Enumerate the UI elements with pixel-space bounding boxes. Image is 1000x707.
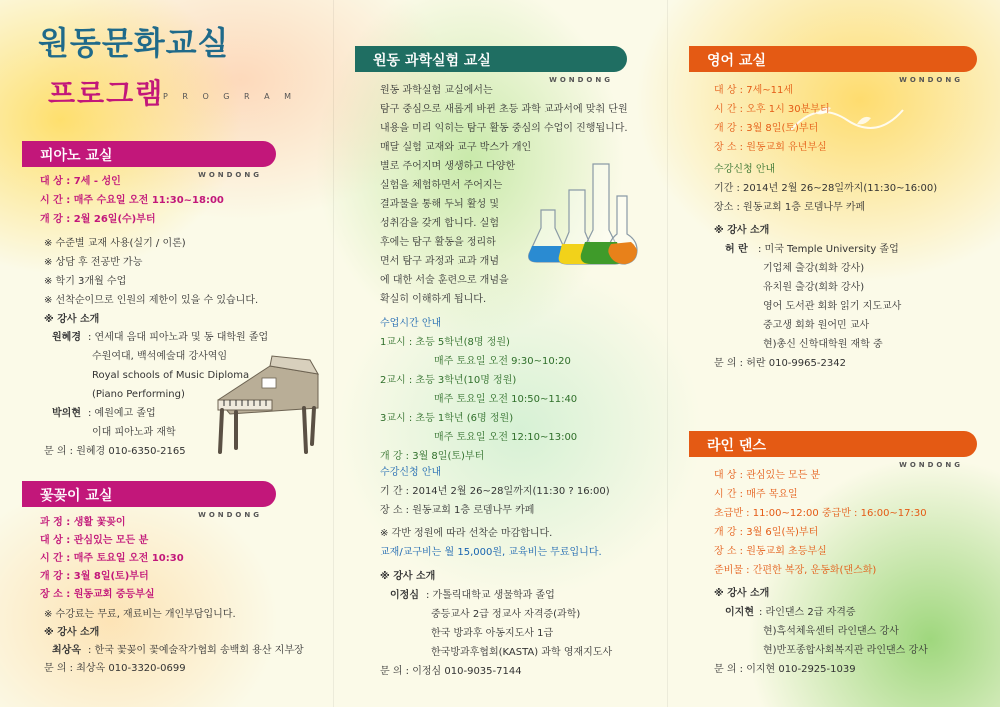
science-section-header — [355, 46, 627, 84]
line-dance-detail: 개 강 : 3월 6일(목)부터 — [714, 527, 819, 538]
science-intro-line: 결과물을 통해 두뇌 활성 및 — [380, 199, 499, 210]
piano-detail: 개 강 : 2월 26일(수)부터 — [40, 214, 156, 225]
science-intro-line: 내용을 미리 익히는 탐구 활동 중심의 수업이 진행됩니다. — [380, 123, 628, 134]
flower-contact: 문 의 : 최상옥 010-3320-0699 — [44, 663, 186, 674]
piano-icon — [210, 352, 325, 457]
science-note: 교재/교구비는 월 15,000원, 교육비는 무료입니다. — [380, 547, 602, 558]
english-detail: 개 강 : 3월 8일(토)부터 — [714, 123, 819, 134]
line-dance-instructor-title: ※ 강사 소개 — [714, 588, 770, 599]
line-dance-contact: 문 의 : 이지현 010-2925-1039 — [714, 664, 856, 675]
science-intro-line: 탐구 중심으로 새롭게 바뀐 초등 과학 교과서에 맞춰 단원 — [380, 104, 628, 115]
science-instructor-line: 한국방과후협회(KASTA) 과학 영재지도사 — [431, 647, 613, 658]
brand-label: WONDONG — [198, 511, 262, 519]
science-schedule-line: 매주 토요일 오전 9:30~10:20 — [434, 356, 571, 367]
brochure-title: 원동문화교실 — [38, 24, 230, 62]
science-contact: 문 의 : 이정심 010-9035-7144 — [380, 666, 522, 677]
science-intro-line: 별로 주어지며 생생하고 다양한 — [380, 161, 516, 172]
piano-instructor-line: 이대 피아노과 재학 — [92, 427, 176, 438]
flower-section-header — [22, 481, 276, 519]
english-instructor-line: 중고생 회화 원어민 교사 — [763, 320, 870, 331]
piano-instructor-name: 박의현 — [52, 408, 81, 419]
flower-detail: 개 강 : 3월 8일(토)부터 — [40, 571, 149, 582]
flower-detail: 장 소 : 원동교회 중등부실 — [40, 589, 155, 600]
science-reg-line: 기 간 : 2014년 2월 26~28일까지(11:30 ? 16:00) — [380, 486, 610, 497]
flower-instructor-line: : 한국 꽃꽂이 꽃예술작가협회 송백회 용산 지부장 — [88, 645, 304, 656]
piano-detail: 시 간 : 매주 수요일 오전 11:30~18:00 — [40, 195, 224, 206]
english-instructor-title: ※ 강사 소개 — [714, 225, 770, 236]
science-schedule-line: 2교시 : 초등 3학년(10명 정원) — [380, 375, 517, 386]
english-detail: 장 소 : 원동교회 유년부실 — [714, 142, 827, 153]
brand-label: WONDONG — [549, 76, 613, 84]
flower-detail: 과 정 : 생활 꽃꽂이 — [40, 517, 126, 528]
line-dance-heading: 라인 댄스 — [707, 438, 766, 454]
piano-note: ※ 수준별 교재 사용(실기 / 이론) — [44, 238, 186, 249]
english-instructor-name: 허 란 — [725, 244, 748, 255]
science-instructor-line: 한국 방과후 아동지도사 1급 — [431, 628, 554, 639]
piano-instructor-name: 원혜경 — [52, 332, 81, 343]
science-heading: 원동 과학실험 교실 — [373, 53, 491, 69]
english-contact: 문 의 : 허란 010-9965-2342 — [714, 358, 846, 369]
piano-section-header — [22, 141, 276, 179]
science-reg-title: 수강신청 안내 — [380, 467, 442, 478]
science-schedule-line: 매주 토요일 오전 10:50~11:40 — [434, 394, 578, 405]
flower-instructor-title: ※ 강사 소개 — [44, 627, 100, 638]
piano-instructor-line: : 예원예고 졸업 — [88, 408, 156, 419]
piano-instructor-line: : 연세대 음대 피아노과 및 동 대학원 졸업 — [88, 332, 269, 343]
science-intro-line: 확실히 이해하게 됩니다. — [380, 294, 487, 305]
line-dance-detail: 준비물 : 간편한 복장, 운동화(댄스화) — [714, 565, 877, 576]
piano-note: ※ 상담 후 전공반 가능 — [44, 257, 143, 268]
science-note: ※ 각반 정원에 따라 선착순 마감합니다. — [380, 528, 553, 539]
brand-label: WONDONG — [198, 171, 262, 179]
science-intro-line: 성취감을 갖게 합니다. 실험 — [380, 218, 499, 229]
line-dance-section-header — [689, 431, 977, 469]
science-schedule-line: 매주 토요일 오전 12:10~13:00 — [434, 432, 578, 443]
english-instructor-line: 현)총신 신학대학원 재학 중 — [763, 339, 883, 350]
science-instructor-title: ※ 강사 소개 — [380, 571, 436, 582]
english-detail: 대 상 : 7세~11세 — [714, 85, 794, 96]
line-dance-detail: 장 소 : 원동교회 초등부실 — [714, 546, 827, 557]
flower-heading: 꽃꽂이 교실 — [40, 488, 113, 504]
science-intro-line: 에 대한 서술 훈련으로 개념을 — [380, 275, 509, 286]
science-intro-line: 후에는 탐구 활동을 정리하 — [380, 237, 496, 248]
column-right — [667, 0, 1000, 707]
piano-contact: 문 의 : 원혜경 010-6350-2165 — [44, 446, 186, 457]
line-dance-instructor-line: : 라인댄스 2급 자격증 — [759, 607, 856, 618]
science-schedule-line: 3교시 : 초등 1학년 (6명 정원) — [380, 413, 514, 424]
english-reg-line: 기간 : 2014년 2월 26~28일까지(11:30~16:00) — [714, 183, 938, 194]
science-schedule-line: 개 강 : 3월 8일(토)부터 — [380, 451, 485, 462]
brand-label: WONDONG — [899, 461, 963, 469]
science-reg-line: 장 소 : 원동교회 1층 로뎀나무 카페 — [380, 505, 535, 516]
line-dance-instructor-line: 현)흑석체육센터 라인댄스 강사 — [763, 626, 899, 637]
science-instructor-name: 이정심 — [390, 590, 419, 601]
flower-instructor-name: 최상옥 — [52, 645, 81, 656]
column-left — [0, 0, 333, 707]
english-reg-title: 수강신청 안내 — [714, 164, 776, 175]
english-heading: 영어 교실 — [707, 53, 766, 69]
piano-instructor-title: ※ 강사 소개 — [44, 314, 100, 325]
english-reg-line: 장소 : 원동교회 1층 로뎀나무 카페 — [714, 202, 866, 213]
line-dance-detail: 대 상 : 관심있는 모든 분 — [714, 470, 821, 481]
line-dance-instructor-name: 이지현 — [725, 607, 754, 618]
piano-instructor-line: (Piano Performing) — [92, 389, 185, 400]
english-section-header — [689, 46, 977, 84]
flower-detail: 대 상 : 관심있는 모든 분 — [40, 535, 149, 546]
english-instructor-line: 유치원 출강(회화 강사) — [763, 282, 865, 293]
science-instructor-line: : 가톨릭대학교 생물학과 졸업 — [426, 590, 555, 601]
line-dance-detail: 시 간 : 매주 목요일 — [714, 489, 798, 500]
program-label: P R O G R A M — [163, 92, 298, 101]
brand-label: WONDONG — [899, 76, 963, 84]
english-instructor-line: 기업체 출강(회화 강사) — [763, 263, 865, 274]
line-dance-instructor-line: 현)반포종합사회복지관 라인댄스 강사 — [763, 645, 928, 656]
science-schedule-title: 수업시간 안내 — [380, 318, 442, 329]
brochure-subtitle: 프로그램 — [48, 77, 165, 110]
science-intro-line: 매달 실험 교재와 교구 박스가 개인 — [380, 142, 532, 153]
piano-instructor-line: Royal schools of Music Diploma — [92, 370, 250, 381]
english-detail: 시 간 : 오후 1시 30분부터 — [714, 104, 830, 115]
science-intro-line: 실험을 체험하면서 주어지는 — [380, 180, 503, 191]
piano-note: ※ 선착순이므로 인원의 제한이 있을 수 있습니다. — [44, 295, 259, 306]
flower-note: ※ 수강료는 무료, 재료비는 개인부담입니다. — [44, 609, 236, 620]
science-intro-line: 원동 과학실험 교실에서는 — [380, 85, 493, 96]
english-instructor-line: : 미국 Temple University 졸업 — [758, 244, 899, 255]
science-schedule-line: 1교시 : 초등 5학년(8명 정원) — [380, 337, 510, 348]
line-dance-detail: 초급반 : 11:00~12:00 중급반 : 16:00~17:30 — [714, 508, 927, 519]
flower-detail: 시 간 : 매주 토요일 오전 10:30 — [40, 553, 184, 564]
science-intro-line: 면서 탐구 과정과 교과 개념 — [380, 256, 499, 267]
science-instructor-line: 중등교사 2급 정교사 자격증(과학) — [431, 609, 581, 620]
lab-flask-icon — [527, 150, 639, 270]
english-instructor-line: 영어 도서관 회화 읽기 지도교사 — [763, 301, 902, 312]
piano-heading: 피아노 교실 — [40, 148, 113, 164]
piano-detail: 대 상 : 7세 - 성인 — [40, 176, 121, 187]
column-middle — [333, 0, 667, 707]
piano-instructor-line: 수원여대, 백석예술대 강사역임 — [92, 351, 228, 362]
piano-note: ※ 학기 3개월 수업 — [44, 276, 127, 287]
